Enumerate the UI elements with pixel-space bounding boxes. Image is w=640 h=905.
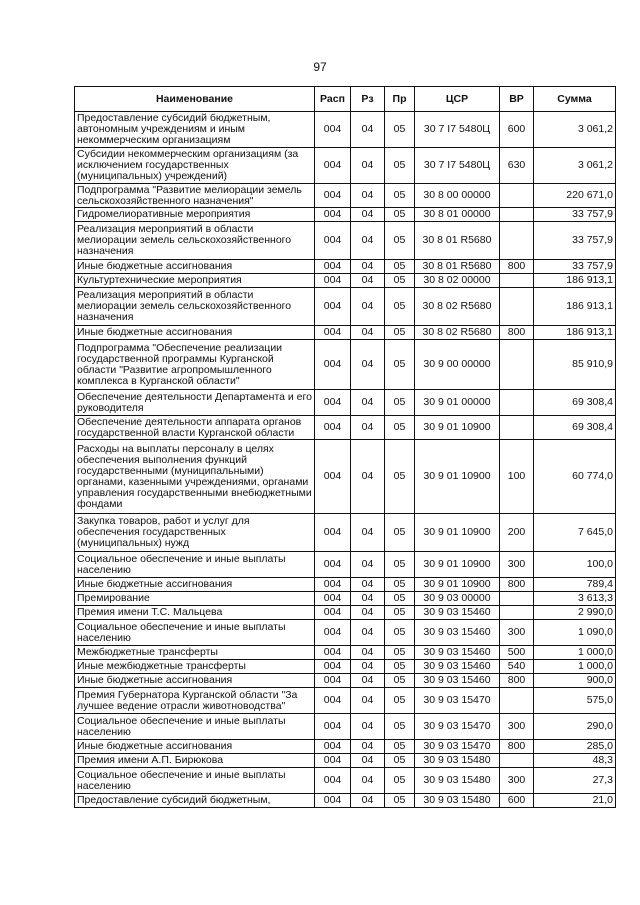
row-rasp: 004 — [315, 646, 351, 660]
row-vr: 800 — [500, 326, 534, 340]
row-vr: 800 — [500, 740, 534, 754]
row-rasp: 004 — [315, 688, 351, 714]
row-rasp: 004 — [315, 620, 351, 646]
row-rasp: 004 — [315, 440, 351, 514]
row-sum: 33 757,9 — [534, 260, 616, 274]
row-pr: 05 — [385, 754, 415, 768]
row-sum: 48,3 — [534, 754, 616, 768]
row-csr: 30 9 03 15480 — [415, 754, 500, 768]
table-row — [75, 148, 616, 184]
row-rasp: 004 — [315, 288, 351, 326]
row-vr: 800 — [500, 578, 534, 592]
table-row — [75, 440, 616, 514]
row-rz: 04 — [351, 260, 385, 274]
row-csr: 30 8 01 R5680 — [415, 222, 500, 260]
row-name: Иные бюджетные ассигнования — [75, 578, 315, 592]
row-rz: 04 — [351, 148, 385, 184]
row-pr: 05 — [385, 416, 415, 440]
row-pr: 05 — [385, 184, 415, 208]
row-pr: 05 — [385, 326, 415, 340]
row-rz: 04 — [351, 390, 385, 416]
table-row — [75, 416, 616, 440]
row-csr: 30 8 02 00000 — [415, 274, 500, 288]
row-pr: 05 — [385, 222, 415, 260]
row-csr: 30 9 01 10900 — [415, 552, 500, 578]
row-rasp: 004 — [315, 148, 351, 184]
row-name: Иные бюджетные ассигнования — [75, 740, 315, 754]
row-vr — [500, 274, 534, 288]
table-row — [75, 184, 616, 208]
table-row — [75, 514, 616, 552]
row-name: Реализация мероприятий в области мелиорации земель сельскохозяйственного назначения — [75, 288, 315, 326]
row-csr: 30 9 03 15460 — [415, 674, 500, 688]
row-csr: 30 9 03 00000 — [415, 592, 500, 606]
row-rz: 04 — [351, 714, 385, 740]
row-sum: 100,0 — [534, 552, 616, 578]
row-pr: 05 — [385, 208, 415, 222]
row-rz: 04 — [351, 620, 385, 646]
row-name: Обеспечение деятельности Департамента и его руководителя — [75, 390, 315, 416]
row-csr: 30 9 01 10900 — [415, 440, 500, 514]
row-vr — [500, 340, 534, 390]
row-rasp: 004 — [315, 794, 351, 808]
row-csr: 30 9 03 15460 — [415, 660, 500, 674]
row-sum: 27,3 — [534, 768, 616, 794]
row-vr: 630 — [500, 148, 534, 184]
table-row — [75, 606, 616, 620]
row-sum: 186 913,1 — [534, 274, 616, 288]
row-rasp: 004 — [315, 578, 351, 592]
row-rz: 04 — [351, 552, 385, 578]
table-row — [75, 390, 616, 416]
row-vr: 300 — [500, 552, 534, 578]
row-pr: 05 — [385, 794, 415, 808]
row-rz: 04 — [351, 514, 385, 552]
row-sum: 575,0 — [534, 688, 616, 714]
row-rz: 04 — [351, 208, 385, 222]
row-rz: 04 — [351, 440, 385, 514]
row-rasp: 004 — [315, 222, 351, 260]
table-row — [75, 260, 616, 274]
row-rz: 04 — [351, 660, 385, 674]
header-rasp: Расп — [315, 87, 351, 112]
row-sum: 220 671,0 — [534, 184, 616, 208]
row-sum: 69 308,4 — [534, 390, 616, 416]
row-rasp: 004 — [315, 674, 351, 688]
row-sum: 85 910,9 — [534, 340, 616, 390]
row-name: Премия имени Т.С. Мальцева — [75, 606, 315, 620]
row-pr: 05 — [385, 112, 415, 148]
row-name: Иные бюджетные ассигнования — [75, 260, 315, 274]
table-row — [75, 592, 616, 606]
row-csr: 30 9 01 00000 — [415, 390, 500, 416]
row-rz: 04 — [351, 274, 385, 288]
row-rz: 04 — [351, 340, 385, 390]
table-row — [75, 552, 616, 578]
row-name: Расходы на выплаты персоналу в целях обеспечения выполнения функций государственными (муниципальными) органами, казенными учреждениями, органами управления государственными внебюджетными фондами — [75, 440, 315, 514]
header-pr: Пр — [385, 87, 415, 112]
row-vr: 200 — [500, 514, 534, 552]
row-rasp: 004 — [315, 552, 351, 578]
row-rasp: 004 — [315, 714, 351, 740]
row-rasp: 004 — [315, 326, 351, 340]
row-pr: 05 — [385, 340, 415, 390]
row-vr: 540 — [500, 660, 534, 674]
table-row — [75, 794, 616, 808]
table-header-row — [75, 87, 616, 112]
row-sum: 186 913,1 — [534, 326, 616, 340]
row-sum: 3 613,3 — [534, 592, 616, 606]
row-vr — [500, 184, 534, 208]
budget-table — [74, 86, 616, 808]
row-pr: 05 — [385, 148, 415, 184]
row-csr: 30 8 01 00000 — [415, 208, 500, 222]
row-vr: 300 — [500, 768, 534, 794]
row-csr: 30 9 03 15470 — [415, 740, 500, 754]
row-sum: 789,4 — [534, 578, 616, 592]
row-name: Предоставление субсидий бюджетным, — [75, 794, 315, 808]
row-csr: 30 9 03 15480 — [415, 794, 500, 808]
row-rasp: 004 — [315, 274, 351, 288]
table-row — [75, 768, 616, 794]
row-rz: 04 — [351, 646, 385, 660]
table-row — [75, 288, 616, 326]
row-rz: 04 — [351, 112, 385, 148]
row-name: Социальное обеспечение и иные выплаты населению — [75, 620, 315, 646]
row-name: Подпрограмма "Обеспечение реализации государственной программы Курганской области "Развитие агропромышленного комплекса в Курганской области" — [75, 340, 315, 390]
table-row — [75, 274, 616, 288]
row-pr: 05 — [385, 646, 415, 660]
row-rz: 04 — [351, 606, 385, 620]
row-pr: 05 — [385, 674, 415, 688]
row-rz: 04 — [351, 740, 385, 754]
row-vr — [500, 416, 534, 440]
row-rz: 04 — [351, 754, 385, 768]
row-rasp: 004 — [315, 754, 351, 768]
row-csr: 30 9 03 15460 — [415, 646, 500, 660]
row-rz: 04 — [351, 592, 385, 606]
row-rz: 04 — [351, 288, 385, 326]
row-csr: 30 9 03 15470 — [415, 688, 500, 714]
row-csr: 30 9 03 15480 — [415, 768, 500, 794]
row-name: Иные бюджетные ассигнования — [75, 326, 315, 340]
row-rasp: 004 — [315, 260, 351, 274]
row-vr: 800 — [500, 674, 534, 688]
table-row — [75, 660, 616, 674]
row-sum: 900,0 — [534, 674, 616, 688]
table-row — [75, 754, 616, 768]
row-name: Иные бюджетные ассигнования — [75, 674, 315, 688]
row-rz: 04 — [351, 688, 385, 714]
row-pr: 05 — [385, 288, 415, 326]
row-sum: 21,0 — [534, 794, 616, 808]
row-csr: 30 8 01 R5680 — [415, 260, 500, 274]
header-vr: ВР — [500, 87, 534, 112]
row-vr — [500, 592, 534, 606]
row-sum: 7 645,0 — [534, 514, 616, 552]
row-csr: 30 9 00 00000 — [415, 340, 500, 390]
row-vr: 600 — [500, 794, 534, 808]
row-name: Обеспечение деятельности аппарата органов государственной власти Курганской области — [75, 416, 315, 440]
row-rz: 04 — [351, 326, 385, 340]
row-csr: 30 8 02 R5680 — [415, 326, 500, 340]
table-row — [75, 674, 616, 688]
row-rz: 04 — [351, 768, 385, 794]
row-name: Премия Губернатора Курганской области "За лучшее ведение отрасли животноводства" — [75, 688, 315, 714]
row-csr: 30 9 01 10900 — [415, 416, 500, 440]
page-number: 97 — [313, 60, 327, 74]
row-rasp: 004 — [315, 740, 351, 754]
row-vr — [500, 606, 534, 620]
row-rasp: 004 — [315, 592, 351, 606]
row-vr — [500, 754, 534, 768]
row-name: Межбюджетные трансферты — [75, 646, 315, 660]
row-pr: 05 — [385, 592, 415, 606]
row-pr: 05 — [385, 390, 415, 416]
table-row — [75, 578, 616, 592]
row-pr: 05 — [385, 768, 415, 794]
row-sum: 2 990,0 — [534, 606, 616, 620]
row-rasp: 004 — [315, 606, 351, 620]
row-name: Иные межбюджетные трансферты — [75, 660, 315, 674]
row-rz: 04 — [351, 416, 385, 440]
row-csr: 30 8 00 00000 — [415, 184, 500, 208]
row-pr: 05 — [385, 274, 415, 288]
row-pr: 05 — [385, 620, 415, 646]
row-rasp: 004 — [315, 208, 351, 222]
row-pr: 05 — [385, 688, 415, 714]
row-sum: 60 774,0 — [534, 440, 616, 514]
row-rasp: 004 — [315, 514, 351, 552]
table-row — [75, 646, 616, 660]
row-name: Предоставление субсидий бюджетным, автономным учреждениям и иным некоммерческим организациям — [75, 112, 315, 148]
row-rz: 04 — [351, 794, 385, 808]
row-name: Социальное обеспечение и иные выплаты населению — [75, 714, 315, 740]
row-pr: 05 — [385, 740, 415, 754]
row-rz: 04 — [351, 578, 385, 592]
row-vr — [500, 208, 534, 222]
row-pr: 05 — [385, 606, 415, 620]
row-sum: 285,0 — [534, 740, 616, 754]
row-csr: 30 9 03 15470 — [415, 714, 500, 740]
row-sum: 69 308,4 — [534, 416, 616, 440]
row-vr — [500, 688, 534, 714]
row-name: Гидромелиоративные мероприятия — [75, 208, 315, 222]
row-sum: 3 061,2 — [534, 112, 616, 148]
header-sum: Сумма — [534, 87, 616, 112]
row-vr — [500, 390, 534, 416]
row-csr: 30 9 03 15460 — [415, 606, 500, 620]
row-name: Социальное обеспечение и иные выплаты населению — [75, 552, 315, 578]
row-rasp: 004 — [315, 768, 351, 794]
row-rasp: 004 — [315, 390, 351, 416]
row-sum: 290,0 — [534, 714, 616, 740]
row-rasp: 004 — [315, 660, 351, 674]
table-row — [75, 222, 616, 260]
row-rasp: 004 — [315, 340, 351, 390]
row-name: Закупка товаров, работ и услуг для обеспечения государственных (муниципальных) нужд — [75, 514, 315, 552]
header-csr: ЦСР — [415, 87, 500, 112]
row-vr: 100 — [500, 440, 534, 514]
table-row — [75, 208, 616, 222]
table-body — [75, 112, 616, 808]
row-vr — [500, 222, 534, 260]
header-name: Наименование — [75, 87, 315, 112]
row-rasp: 004 — [315, 112, 351, 148]
row-rasp: 004 — [315, 416, 351, 440]
row-vr: 300 — [500, 620, 534, 646]
row-csr: 30 9 01 10900 — [415, 514, 500, 552]
row-rz: 04 — [351, 674, 385, 688]
row-vr: 500 — [500, 646, 534, 660]
row-rz: 04 — [351, 222, 385, 260]
row-pr: 05 — [385, 260, 415, 274]
row-vr: 800 — [500, 260, 534, 274]
row-sum: 33 757,9 — [534, 222, 616, 260]
row-sum: 33 757,9 — [534, 208, 616, 222]
table-row — [75, 326, 616, 340]
row-rz: 04 — [351, 184, 385, 208]
row-vr: 300 — [500, 714, 534, 740]
row-name: Премия имени А.П. Бирюкова — [75, 754, 315, 768]
row-csr: 30 9 03 15460 — [415, 620, 500, 646]
row-sum: 1 000,0 — [534, 646, 616, 660]
header-rz: Рз — [351, 87, 385, 112]
row-csr: 30 8 02 R5680 — [415, 288, 500, 326]
row-vr — [500, 288, 534, 326]
table-row — [75, 740, 616, 754]
row-pr: 05 — [385, 514, 415, 552]
row-name: Подпрограмма "Развитие мелиорации земель сельскохозяйственного назначения" — [75, 184, 315, 208]
row-pr: 05 — [385, 714, 415, 740]
table-row — [75, 714, 616, 740]
row-sum: 1 090,0 — [534, 620, 616, 646]
table-row — [75, 688, 616, 714]
row-pr: 05 — [385, 440, 415, 514]
row-pr: 05 — [385, 660, 415, 674]
row-csr: 30 7 I7 5480Ц — [415, 112, 500, 148]
table-row — [75, 620, 616, 646]
row-pr: 05 — [385, 578, 415, 592]
table-row — [75, 112, 616, 148]
row-sum: 3 061,2 — [534, 148, 616, 184]
row-vr: 600 — [500, 112, 534, 148]
row-csr: 30 7 I7 5480Ц — [415, 148, 500, 184]
row-rasp: 004 — [315, 184, 351, 208]
table-row — [75, 340, 616, 390]
row-csr: 30 9 01 10900 — [415, 578, 500, 592]
row-sum: 186 913,1 — [534, 288, 616, 326]
row-name: Премирование — [75, 592, 315, 606]
row-name: Реализация мероприятий в области мелиорации земель сельскохозяйственного назначения — [75, 222, 315, 260]
row-name: Социальное обеспечение и иные выплаты населению — [75, 768, 315, 794]
row-pr: 05 — [385, 552, 415, 578]
row-name: Культуртехнические мероприятия — [75, 274, 315, 288]
row-sum: 1 000,0 — [534, 660, 616, 674]
row-name: Субсидии некоммерческим организациям (за исключением государственных (муниципальных) учреждений) — [75, 148, 315, 184]
